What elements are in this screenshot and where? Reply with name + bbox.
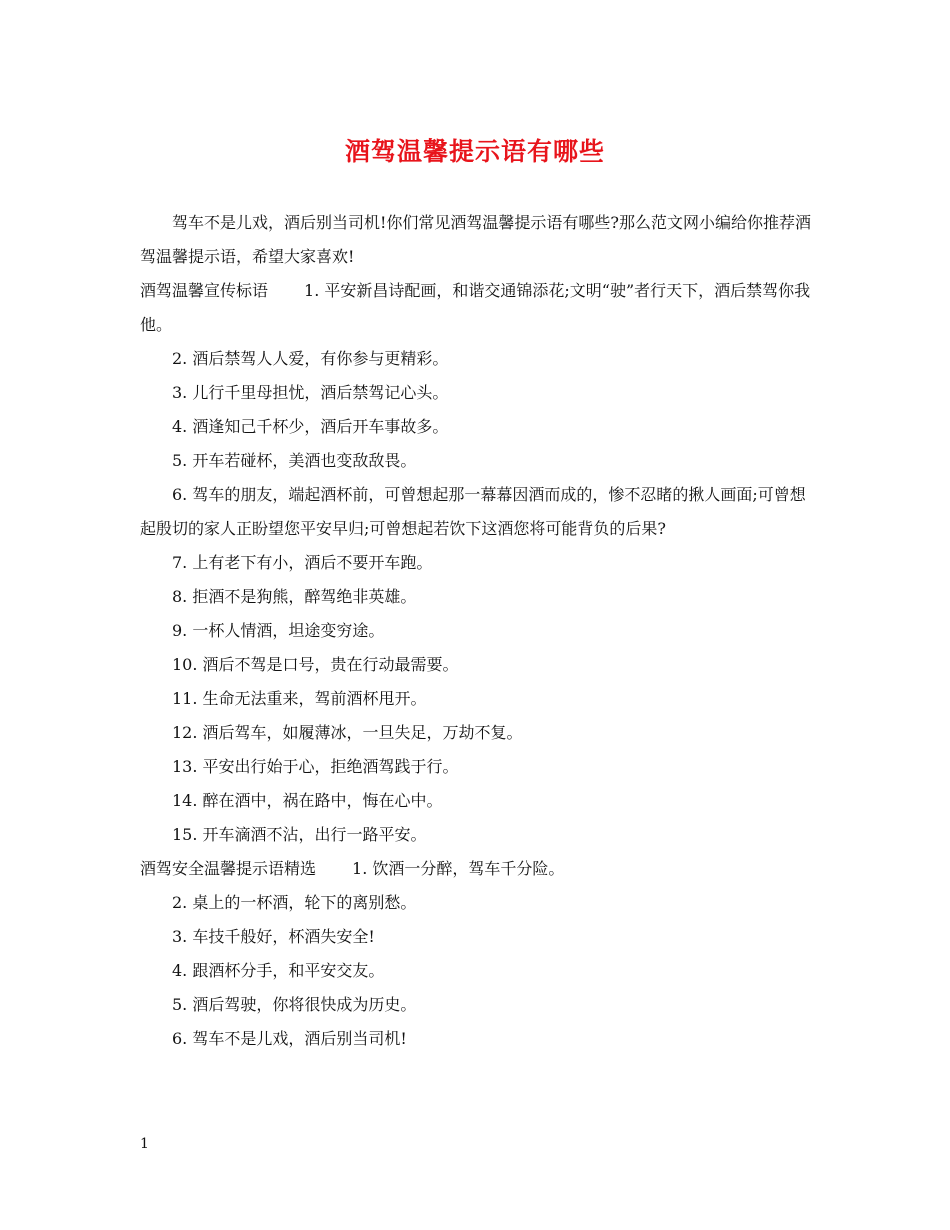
list-item: 6. 驾车不是儿戏，酒后别当司机! xyxy=(172,1029,407,1048)
list-item: 10. 酒后不驾是口号，贵在行动最需要。 xyxy=(172,655,459,674)
list-item: 3. 儿行千里母担忧，酒后禁驾记心头。 xyxy=(172,383,449,402)
list-item: 1. 平安新昌诗配画，和谐交通锦添花;文明“驶”者行天下，酒后禁驾你我他。 xyxy=(140,281,811,334)
list-item: 13. 平安出行始于心，拒绝酒驾践于行。 xyxy=(172,757,459,776)
page-number: 1 xyxy=(140,1136,149,1152)
list-item: 4. 跟酒杯分手，和平安交友。 xyxy=(172,961,385,980)
section1-heading: 酒驾温馨宣传标语 xyxy=(140,281,269,300)
list-item: 14. 醉在酒中，祸在路中，悔在心中。 xyxy=(172,791,443,810)
list-item: 2. 桌上的一杯酒，轮下的离别愁。 xyxy=(172,893,417,912)
intro-paragraph: 驾车不是儿戏，酒后别当司机!你们常见酒驾温馨提示语有哪些?那么范文网小编给你推荐酒驾温馨提示语，希望大家喜欢! xyxy=(140,213,812,266)
list-item: 7. 上有老下有小，酒后不要开车跑。 xyxy=(172,553,433,572)
list-item: 1. 饮酒一分醉，驾车千分险。 xyxy=(352,859,565,878)
document-title: 酒驾温馨提示语有哪些 xyxy=(344,137,605,166)
list-item: 11. 生命无法重来，驾前酒杯甩开。 xyxy=(172,689,427,708)
list-item: 6. 驾车的朋友，端起酒杯前，可曾想起那一幕幕因酒而成的，惨不忍睹的揪人画面;可曾想起殷切的家人正盼望您平安早归;可曾想起若饮下这酒您将可能背负的后果? xyxy=(140,485,806,538)
section2-first-line xyxy=(140,852,812,886)
list-item: 2. 酒后禁驾人人爱，有你参与更精彩。 xyxy=(172,349,449,368)
list-item: 9. 一杯人情酒，坦途变穷途。 xyxy=(172,621,385,640)
section2-heading: 酒驾安全温馨提示语精选 xyxy=(140,859,317,878)
list-item: 5. 酒后驾驶，你将很快成为历史。 xyxy=(172,995,417,1014)
section2-list xyxy=(140,886,812,1056)
section1-first-line xyxy=(140,274,812,342)
document-body xyxy=(140,206,812,1056)
list-item: 5. 开车若碰杯，美酒也变敌敌畏。 xyxy=(172,451,417,470)
list-item: 3. 车技千般好，杯酒失安全! xyxy=(172,927,375,946)
section1-list xyxy=(140,342,812,852)
list-item: 15. 开车滴酒不沾，出行一路平安。 xyxy=(172,825,427,844)
list-item: 12. 酒后驾车，如履薄冰，一旦失足，万劫不复。 xyxy=(172,723,523,742)
list-item: 4. 酒逢知己千杯少，酒后开车事故多。 xyxy=(172,417,449,436)
list-item: 8. 拒酒不是狗熊，醉驾绝非英雄。 xyxy=(172,587,417,606)
